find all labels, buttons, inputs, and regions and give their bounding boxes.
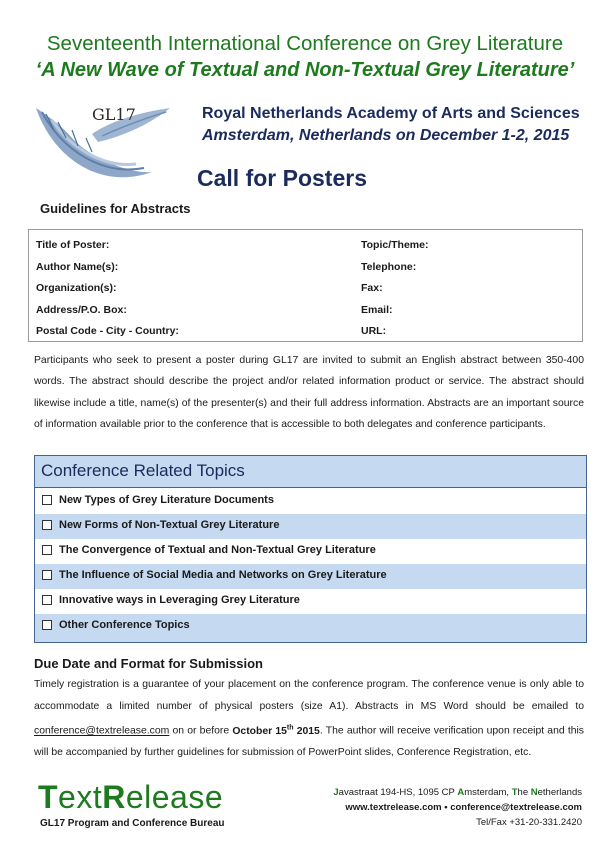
topic-item[interactable]	[35, 564, 586, 589]
form-label-author: Author Name(s):	[36, 261, 119, 273]
footer-address	[333, 787, 582, 798]
form-label-organization: Organization(s):	[36, 282, 117, 294]
venue-date: Amsterdam, Netherlands on December 1-2, 2015	[202, 127, 570, 144]
brand-text: elease	[125, 779, 224, 815]
call-for-posters-heading: Call for Posters	[197, 165, 367, 191]
form-label-address: Address/P.O. Box:	[36, 304, 127, 316]
form-label-email: Email:	[361, 304, 393, 316]
checkbox-icon[interactable]	[42, 545, 52, 555]
textrelease-logo	[38, 779, 223, 816]
due-text: . The author will receive verification upon receipt and this will be accompanied by further guidelines for submission of PowerPoint slides, Conference Registration, etc.	[34, 725, 584, 759]
brand-initial: R	[102, 779, 126, 815]
intro-paragraph: Participants who seek to present a poster during GL17 are invited to submit an English abstract between 350-400 words. The abstract should describe the project and/or related information product or service. The abstract should likewise include a title, name(s) of the presenter(s) and their full address information. Abstracts are an important source of information available prior to the conference that is accessible to both delegates and conference participants.	[34, 355, 584, 431]
due-date-paragraph	[34, 674, 584, 764]
topic-item[interactable]	[35, 489, 586, 514]
form-label-fax: Fax:	[361, 282, 383, 294]
submission-email-link[interactable]: conference@textrelease.com	[34, 725, 170, 737]
due-text: Timely registration is a guarantee of your placement on the conference program. The conference venue is only able to accommodate a limited number of physical posters (size A1). Abstracts in MS Word should be emailed to	[34, 679, 584, 712]
footer-contact	[345, 802, 582, 813]
topic-label: The Convergence of Textual and Non-Textual Grey Literature	[59, 544, 376, 556]
topics-heading: Conference Related Topics	[41, 461, 245, 480]
checkbox-icon[interactable]	[42, 595, 52, 605]
addr-text: avastraat 194-HS, 1095 CP	[338, 787, 458, 798]
addr-initial: A	[457, 787, 465, 798]
deadline-year: 2015	[293, 725, 320, 737]
topic-item[interactable]	[35, 514, 586, 539]
addr-text: etherlands	[537, 787, 582, 798]
academy-name: Royal Netherlands Academy of Arts and Sciences	[202, 105, 580, 122]
website-link[interactable]: www.textrelease.com	[345, 802, 442, 813]
footer-email-link[interactable]: conference@textrelease.com	[450, 802, 582, 813]
addr-initial: J	[333, 787, 339, 798]
footer-telfax: Tel/Fax +31-20-331.2420	[476, 817, 582, 828]
abstract-form	[28, 229, 583, 342]
topic-label: New Types of Grey Literature Documents	[59, 494, 274, 506]
topic-item[interactable]	[35, 589, 586, 614]
form-label-telephone: Telephone:	[361, 261, 417, 273]
brand-text: ext	[58, 779, 103, 815]
topic-label: Innovative ways in Leveraging Grey Literature	[59, 594, 300, 606]
deadline-sup: th	[286, 724, 294, 732]
addr-text: he	[517, 787, 531, 798]
separator: •	[444, 802, 448, 813]
checkbox-icon[interactable]	[42, 620, 52, 630]
guidelines-heading: Guidelines for Abstracts	[40, 201, 191, 216]
checkbox-icon[interactable]	[42, 520, 52, 530]
deadline-date: October 15	[232, 725, 287, 737]
topic-item[interactable]	[35, 614, 586, 642]
form-label-postal: Postal Code - City - Country:	[36, 325, 179, 337]
checkbox-icon[interactable]	[42, 570, 52, 580]
form-label-title: Title of Poster:	[36, 239, 110, 251]
topic-label: Other Conference Topics	[59, 619, 190, 631]
conference-theme: ‘A New Wave of Textual and Non-Textual Grey Literature’	[35, 59, 575, 81]
topic-item[interactable]	[35, 539, 586, 564]
form-label-url: URL:	[361, 325, 387, 337]
conference-title: Seventeenth International Conference on Grey Literature	[46, 32, 564, 55]
addr-initial: T	[511, 787, 518, 798]
form-label-topic: Topic/Theme:	[361, 239, 429, 251]
topics-header	[35, 456, 586, 488]
bureau-label: GL17 Program and Conference Bureau	[40, 818, 225, 829]
addr-initial: N	[530, 787, 538, 798]
topics-box	[34, 455, 587, 643]
gl17-logo	[32, 90, 172, 190]
logo-text: GL17	[92, 105, 136, 124]
checkbox-icon[interactable]	[42, 495, 52, 505]
due-date-heading: Due Date and Format for Submission	[34, 656, 263, 671]
addr-text: msterdam,	[464, 787, 512, 798]
topic-label: The Influence of Social Media and Networks on Grey Literature	[59, 569, 387, 581]
due-text: on or before	[169, 725, 233, 737]
topic-label: New Forms of Non-Textual Grey Literature	[59, 519, 280, 531]
brand-initial: T	[38, 779, 59, 815]
